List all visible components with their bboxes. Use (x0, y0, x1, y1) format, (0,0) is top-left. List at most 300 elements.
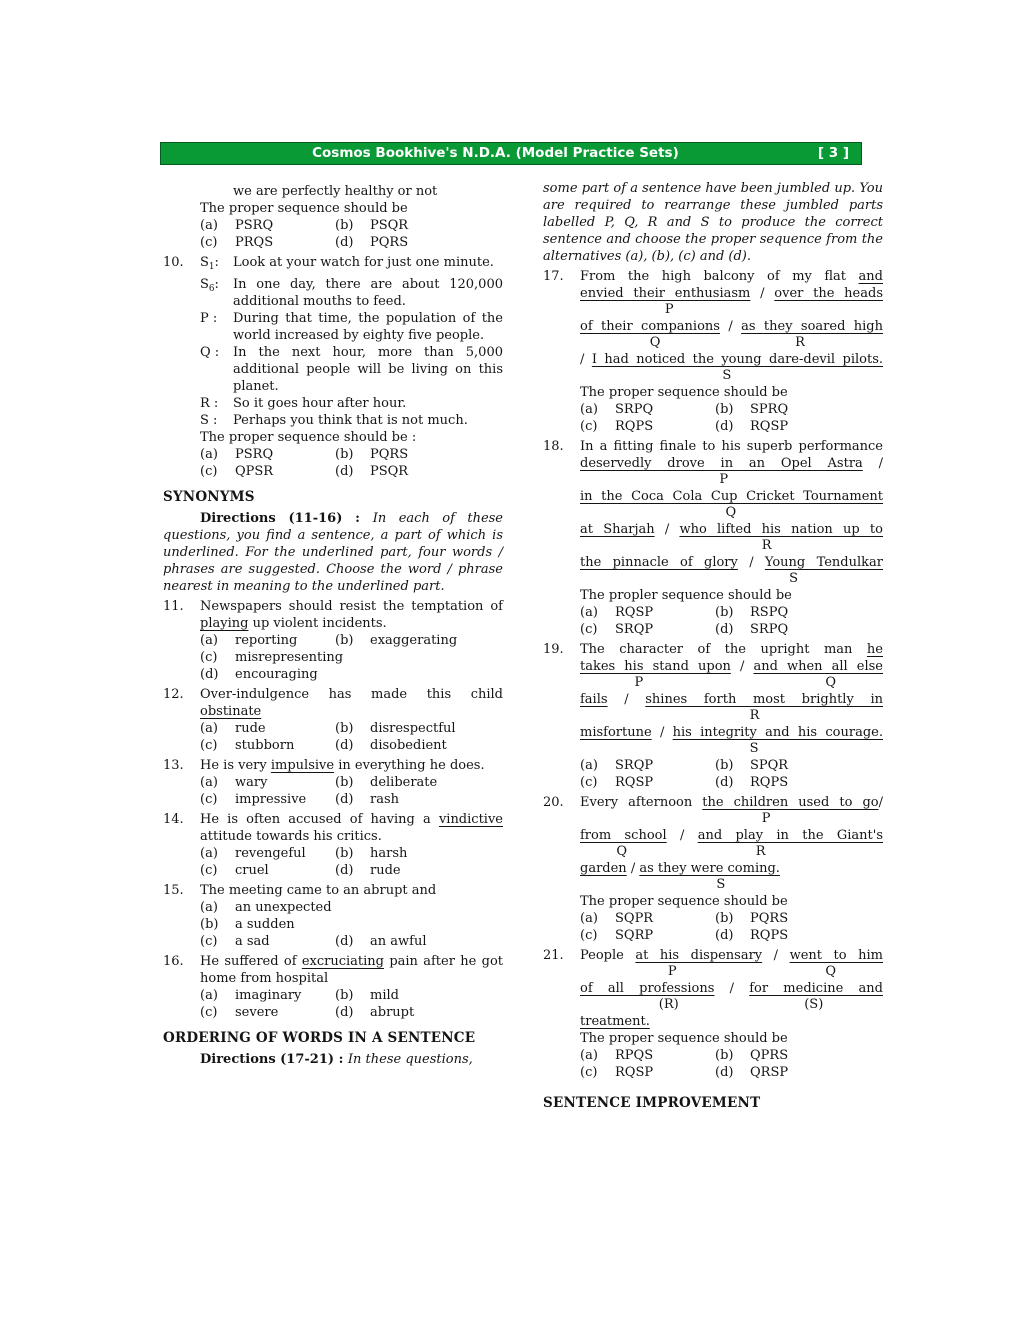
text-segment: vindictive (438, 811, 503, 827)
part-label: R (749, 708, 760, 723)
question-number: 19. (543, 642, 564, 657)
column-right (543, 180, 883, 1116)
section-heading: ORDERING OF WORDS IN A SENTENCE (163, 1029, 476, 1046)
text-segment: / (862, 456, 883, 471)
part-label: P (719, 472, 729, 487)
text-segment: of their companions (580, 319, 720, 334)
question-number: 15. (163, 882, 184, 898)
statement-row (200, 344, 503, 395)
text-segment: and play in the Giant's (697, 828, 883, 843)
text-segment: misfortune (580, 725, 652, 740)
options-row (200, 916, 503, 933)
text-segment: Directions (17-21) : (200, 1051, 348, 1067)
option-letter: (b) (335, 774, 354, 790)
text-line (200, 686, 503, 720)
part-label: Q (825, 675, 837, 690)
part-label: Q (616, 844, 628, 859)
question-body (200, 598, 503, 683)
part-label: P (664, 302, 674, 317)
options-row (200, 862, 503, 879)
option-text: SQRP (615, 928, 654, 943)
text-segment: at Sharjah (580, 522, 655, 537)
text-segment: In these questions, (347, 1051, 473, 1067)
option-letter: (c) (200, 862, 218, 878)
question-number: 17. (543, 269, 564, 284)
option-text: QPRS (750, 1048, 789, 1063)
part-label-row (580, 335, 883, 351)
text-line (200, 953, 503, 987)
question-number: 11. (163, 598, 184, 614)
options-row (580, 774, 883, 791)
text-segment: / (651, 725, 673, 740)
text-segment: garden (580, 861, 627, 876)
question (543, 947, 883, 1081)
option-letter: (c) (200, 791, 218, 807)
statement-label (200, 254, 233, 276)
text-segment: The proper sequence should be (580, 894, 788, 909)
question-number (163, 183, 200, 251)
question-body (200, 953, 503, 1021)
question (543, 641, 883, 791)
text-segment: at his dispensary (635, 948, 763, 963)
text-segment: in the Coca Cola Cup Cricket Tournament (580, 489, 883, 504)
text-segment: / (737, 555, 765, 570)
options-row (200, 446, 503, 463)
text-segment: Over-indulgence has made this child (200, 686, 503, 702)
option-text: rash (370, 791, 400, 807)
question-body (580, 794, 883, 944)
option-text: cruel (235, 862, 269, 878)
option-text: RQPS (615, 419, 654, 434)
question-body (580, 947, 883, 1081)
text-segment: Every afternoon (580, 795, 703, 810)
text-segment: / (750, 286, 775, 301)
options-row (580, 1064, 883, 1081)
part-label-row (580, 741, 883, 757)
question-number: 10. (163, 255, 184, 270)
text-segment: During that time, the population of the world increased by eighty five people. (233, 310, 503, 343)
text-segment: he (866, 642, 883, 657)
text-line (200, 183, 503, 200)
text-segment: and when all else (753, 659, 883, 674)
options-row (580, 418, 883, 435)
options-row (200, 632, 503, 649)
statement-text (233, 254, 503, 276)
text-line (580, 285, 883, 302)
text-segment: the children used to go (702, 795, 879, 810)
option-letter: (d) (335, 235, 354, 250)
text-line (580, 691, 883, 708)
text-line (543, 180, 883, 265)
option-letter: (b) (335, 632, 354, 648)
text-line (580, 827, 883, 844)
option-text: disrespectful (370, 720, 456, 736)
text-segment: I had noticed the young dare-devil pilots. (591, 352, 883, 367)
text-segment: fails (580, 692, 608, 707)
option-letter: (c) (200, 463, 218, 479)
option-letter: (c) (580, 775, 598, 790)
statement-row (200, 276, 503, 310)
question (543, 268, 883, 435)
part-label: Q (649, 335, 661, 350)
statement-row (200, 395, 503, 412)
question-body (200, 757, 503, 808)
options-row (200, 649, 503, 666)
option-text: SRQP (615, 758, 654, 773)
text-line (580, 658, 883, 675)
text-line (580, 794, 883, 811)
option-letter: (b) (715, 758, 734, 773)
option-text: PQRS (750, 911, 789, 926)
text-segment: / (762, 948, 790, 963)
text-segment: we are perfectly healthy or not (233, 184, 438, 199)
text-segment: / (580, 352, 592, 367)
part-label-row (580, 877, 883, 893)
options-row (200, 845, 503, 862)
option-letter: (d) (715, 622, 734, 637)
statement-text (233, 395, 503, 412)
text-line (580, 384, 883, 401)
text-segment: went to him (789, 948, 883, 963)
question (543, 438, 883, 638)
text-line (580, 724, 883, 741)
statement-label (200, 344, 233, 395)
question (163, 598, 503, 683)
option-text: abrupt (370, 1004, 415, 1020)
option-text: deliberate (370, 774, 438, 790)
option-letter: (d) (335, 791, 354, 807)
option-letter: (c) (200, 933, 218, 949)
question-number: 13. (163, 757, 184, 773)
statement-label (200, 395, 233, 412)
option-text: a sad (235, 933, 270, 949)
question-body (200, 183, 503, 251)
option-letter: (d) (715, 928, 734, 943)
option-letter: (b) (200, 916, 219, 932)
option-text: encouraging (235, 666, 318, 682)
text-segment: some part of a sentence have been jumbled up. You are required to rearrange these jumbled parts labelled P, Q, R and S to produce the correct sentence and choose the proper sequence from the alternatives (a), (b), (c) and (d). (543, 181, 883, 264)
text-line (580, 980, 883, 997)
options-row (200, 774, 503, 791)
option-text: PRQS (235, 235, 274, 250)
option-letter: (a) (200, 632, 218, 648)
part-label: S (789, 571, 798, 586)
part-label-row (580, 472, 883, 488)
question-number: 21. (543, 948, 564, 963)
options-row (580, 910, 883, 927)
option-text: SRPQ (615, 402, 654, 417)
text-segment: from school (580, 828, 667, 843)
option-text: RQSP (615, 775, 654, 790)
option-letter: (c) (580, 1065, 598, 1080)
option-text: stubborn (235, 737, 295, 753)
part-label: R (761, 538, 772, 553)
text-segment: S : (200, 412, 218, 428)
text-line (163, 1051, 503, 1068)
options-row (580, 927, 883, 944)
text-segment: and (858, 269, 883, 284)
text-line (580, 438, 883, 455)
text-segment: Q : (200, 344, 220, 360)
text-segment: The propler sequence should be (580, 588, 792, 603)
text-segment: of all professions (580, 981, 715, 996)
option-text: RPQS (615, 1048, 654, 1063)
option-text: mild (370, 987, 399, 1003)
statement-row (200, 254, 503, 276)
text-segment: From the high balcony of my flat (580, 269, 859, 284)
section-heading: SENTENCE IMPROVEMENT (543, 1095, 761, 1111)
option-text: PSRQ (235, 218, 274, 233)
option-letter: (d) (335, 1004, 354, 1020)
text-segment: 1 (208, 261, 215, 272)
option-letter: (d) (715, 1065, 734, 1080)
text-line (200, 200, 503, 217)
option-text: PQRS (370, 235, 409, 250)
option-letter: (a) (580, 758, 598, 773)
options-row (580, 621, 883, 638)
options-row (200, 234, 503, 251)
text-segment: S (200, 255, 209, 270)
part-label-row (580, 302, 883, 318)
option-letter: (b) (715, 911, 734, 926)
option-letter: (a) (580, 402, 598, 417)
option-text: revengeful (235, 845, 306, 861)
option-letter: (a) (200, 899, 218, 915)
option-text: a sudden (235, 916, 295, 932)
text-segment: The proper sequence should be (200, 201, 408, 216)
option-letter: (a) (200, 720, 218, 736)
text-line (580, 318, 883, 335)
question-number: 20. (543, 795, 564, 810)
text-segment: / (730, 659, 754, 674)
option-text: SRQP (615, 622, 654, 637)
option-letter: (a) (580, 911, 598, 926)
option-text: harsh (370, 845, 408, 861)
part-label: S (722, 368, 732, 383)
text-segment: The proper sequence should be (580, 1031, 788, 1046)
header-bar (160, 142, 862, 165)
option-letter: (c) (200, 649, 218, 665)
question-number: 12. (163, 686, 184, 702)
option-letter: (d) (715, 775, 734, 790)
text-segment: Perhaps you think that is not much. (233, 412, 468, 428)
text-segment: treatment. (580, 1014, 650, 1029)
text-line (200, 429, 503, 446)
text-segment: who lifted his nation up to (679, 522, 883, 537)
part-label: S (749, 741, 759, 756)
option-text: SPQR (750, 758, 789, 773)
text-line (200, 811, 503, 845)
option-text: RQSP (750, 419, 789, 434)
text-segment: R : (200, 395, 219, 411)
text-segment: Young Tendulkar (764, 555, 883, 570)
option-text: PSQR (370, 463, 409, 479)
text-line (580, 521, 883, 538)
option-text: wary (235, 774, 268, 790)
option-letter: (c) (200, 737, 218, 753)
text-segment: as they soared high (741, 319, 883, 334)
option-letter: (d) (335, 463, 354, 479)
part-label: S (716, 877, 726, 892)
text-line (580, 554, 883, 571)
text-line (200, 598, 503, 632)
text-segment: The meeting came to an abrupt and (200, 882, 437, 898)
text-segment: shines forth most brightly in (645, 692, 883, 707)
part-label-row (580, 368, 883, 384)
question (163, 254, 503, 480)
text-segment: as they were coming. (639, 861, 780, 876)
text-segment: / (719, 319, 742, 334)
text-line (200, 757, 503, 774)
text-segment: Newspapers should resist the temptation of (200, 598, 503, 614)
text-line (580, 860, 883, 877)
text-segment: / (607, 692, 646, 707)
statement-label (200, 412, 233, 429)
option-letter: (b) (715, 1048, 734, 1063)
text-line (580, 455, 883, 472)
statement-row (200, 310, 503, 344)
text-line (580, 947, 883, 964)
options-row (200, 666, 503, 683)
text-segment: Look at your watch for just one minute. (233, 255, 494, 270)
text-segment: attitude towards his critics. (200, 828, 382, 844)
part-label: P (761, 811, 771, 826)
option-text: SQPR (615, 911, 654, 926)
options-row (580, 401, 883, 418)
part-label-row (580, 997, 883, 1013)
text-segment: / (878, 795, 883, 810)
option-letter: (b) (335, 845, 354, 861)
text-segment: the pinnacle of glory (580, 555, 738, 570)
question (163, 953, 503, 1021)
question-body (580, 641, 883, 791)
text-segment: In the next hour, more than 5,000 additional people will be living on this planet. (233, 344, 503, 394)
options-row (580, 1047, 883, 1064)
text-line (580, 351, 883, 368)
text-segment: : (214, 276, 219, 292)
question (163, 811, 503, 879)
text-segment: / (654, 522, 680, 537)
option-text: severe (235, 1004, 279, 1020)
text-segment: obstinate (200, 703, 262, 719)
text-segment: up violent incidents. (248, 615, 387, 631)
part-label: (S) (804, 997, 824, 1012)
text-segment: / (714, 981, 750, 996)
text-line (200, 882, 503, 899)
option-letter: (a) (200, 845, 218, 861)
part-label-row (580, 811, 883, 827)
option-letter: (c) (580, 419, 598, 434)
text-segment: over the heads (774, 286, 883, 301)
question-body (200, 882, 503, 950)
question-body (580, 268, 883, 435)
options-row (200, 933, 503, 950)
text-segment: in everything he does. (334, 757, 485, 773)
text-segment: / (626, 861, 640, 876)
text-segment: He suffered of (200, 953, 302, 969)
question-number: 18. (543, 439, 564, 454)
question-body (200, 686, 503, 754)
statement-label (200, 276, 233, 310)
part-label-row (580, 844, 883, 860)
page-content (163, 180, 883, 1116)
options-row (580, 604, 883, 621)
option-letter: (b) (335, 720, 354, 736)
option-text: an unexpected (235, 899, 332, 915)
part-label-row (580, 708, 883, 724)
question-body (200, 811, 503, 879)
part-label-row (580, 675, 883, 691)
options-row (200, 987, 503, 1004)
text-line (580, 893, 883, 910)
question (163, 882, 503, 950)
text-line (580, 488, 883, 505)
text-segment: Directions (11-16) : (200, 510, 373, 526)
part-label: R (755, 844, 766, 859)
option-letter: (a) (200, 774, 218, 790)
question-body (200, 254, 503, 480)
text-segment: The proper sequence should be : (200, 429, 417, 445)
option-letter: (a) (580, 1048, 598, 1063)
page-number: [ 3 ] (817, 145, 849, 161)
option-text: RQPS (750, 775, 789, 790)
text-line (580, 1013, 883, 1030)
part-label: R (795, 335, 805, 350)
options-row (200, 217, 503, 234)
option-letter: (c) (580, 928, 598, 943)
text-segment: impulsive (270, 757, 335, 773)
option-text: SPRQ (750, 402, 789, 417)
option-letter: (a) (200, 446, 218, 462)
options-row (200, 720, 503, 737)
option-letter: (a) (580, 605, 598, 620)
text-line (580, 1030, 883, 1047)
option-letter: (b) (715, 605, 734, 620)
option-text: disobedient (370, 737, 447, 753)
text-segment: 6 (208, 283, 215, 294)
text-segment: envied their enthusiasm (580, 286, 751, 301)
option-letter: (c) (580, 622, 598, 637)
text-segment: The proper sequence should be (580, 385, 788, 400)
statement-row (200, 412, 503, 429)
statement-text (233, 310, 503, 344)
option-letter: (d) (335, 737, 354, 753)
option-letter: (b) (715, 402, 734, 417)
option-text: RSPQ (750, 605, 789, 620)
question-body (580, 438, 883, 638)
option-text: PSRQ (235, 446, 274, 462)
part-label-row (580, 505, 883, 521)
option-letter: (d) (200, 666, 219, 682)
option-text: RQPS (750, 928, 789, 943)
option-letter: (b) (335, 218, 354, 233)
question (543, 794, 883, 944)
option-letter: (b) (335, 446, 354, 462)
option-letter: (d) (335, 933, 354, 949)
part-label-row (580, 571, 883, 587)
text-segment: takes his stand upon (580, 659, 731, 674)
text-segment: playing (200, 615, 249, 631)
option-text: an awful (370, 933, 427, 949)
part-label: P (667, 964, 677, 979)
text-segment: deservedly drove in an Opel Astra (580, 456, 863, 471)
option-text: imaginary (235, 987, 302, 1003)
part-label-row (580, 538, 883, 554)
option-text: rude (235, 720, 266, 736)
options-row (200, 737, 503, 754)
option-letter: (c) (200, 235, 218, 250)
text-segment: He is often accused of having a (200, 811, 439, 827)
